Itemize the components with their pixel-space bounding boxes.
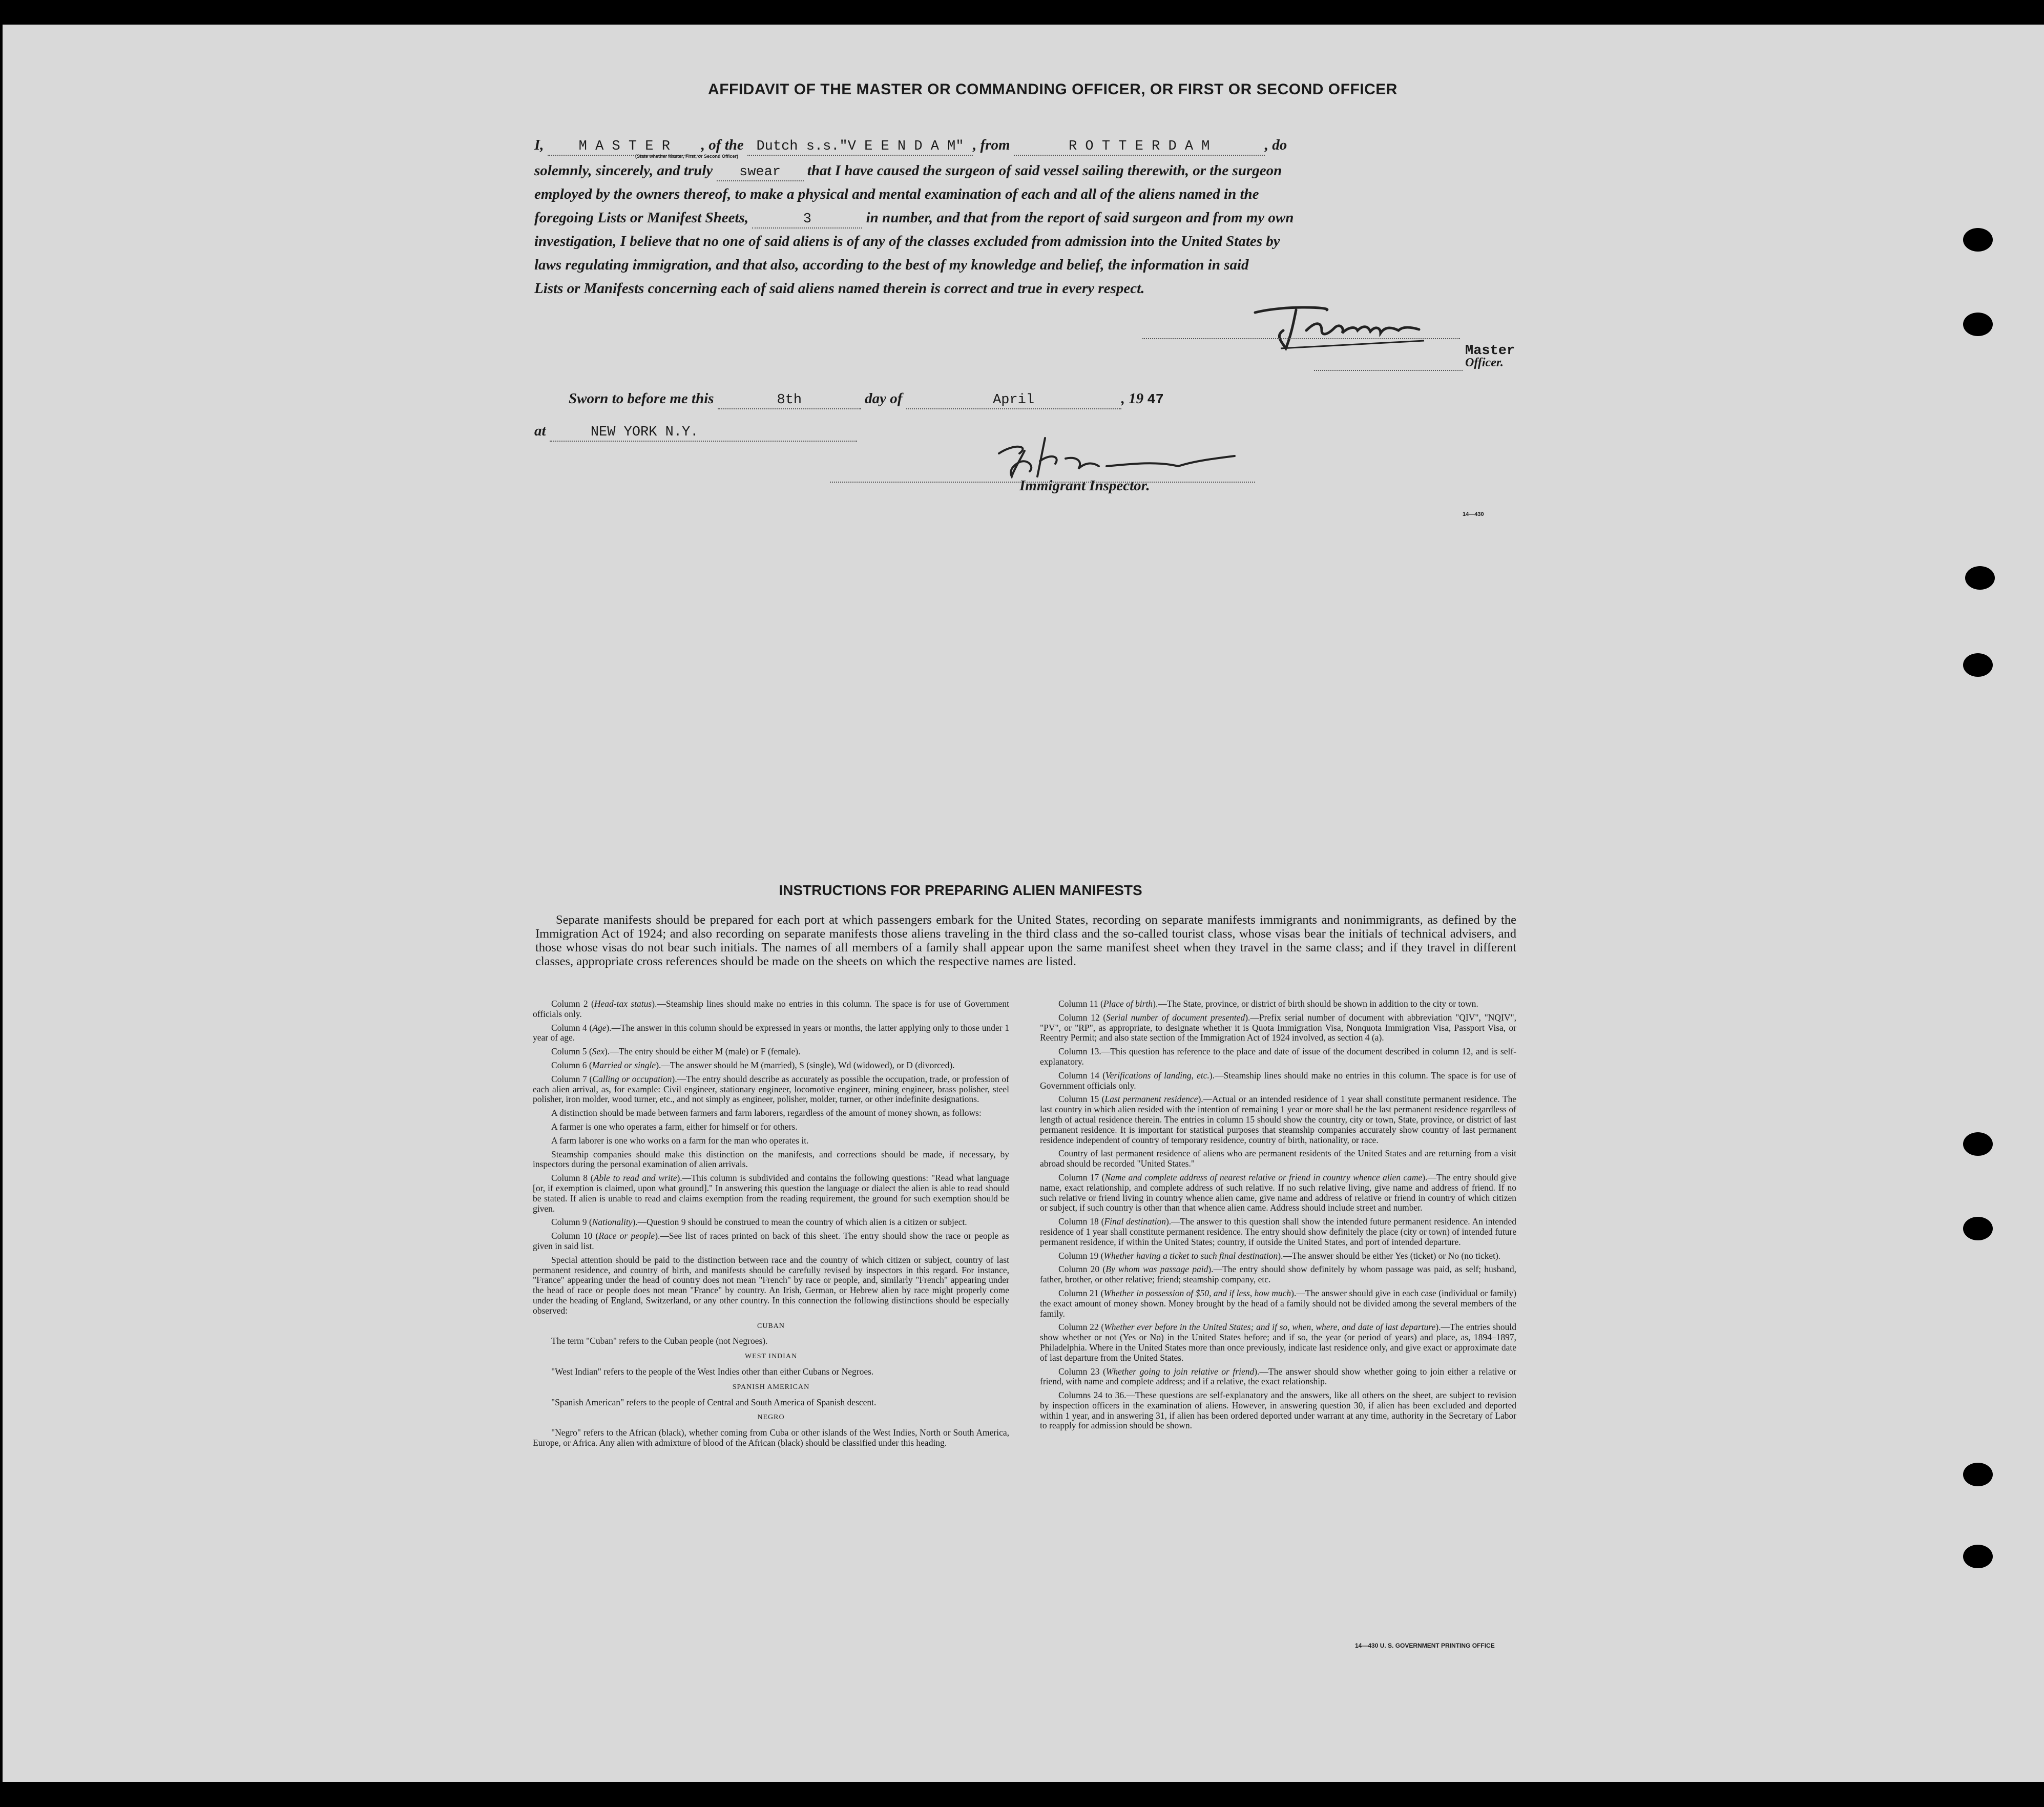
right-paragraph: Column 19 (Whether having a ticket to such final destination).—The answer should be either Yes (ticket) or No (no ticket).	[1058, 1250, 1501, 1261]
year-field: 47	[1147, 392, 1164, 408]
oath-field: swear	[717, 164, 804, 181]
sworn-place-line: at NEW YORK N.Y.	[534, 419, 1518, 443]
sheet-count-field: 3	[752, 211, 862, 229]
left-paragraph: Steamship companies should make this distinction on the manifests, and corrections should be made, if necessary, by inspectors during the personal examination of alien arrivals.	[533, 1149, 1009, 1170]
left-paragraph: A farm laborer is one who works on a farm for the man who operates it.	[551, 1135, 809, 1146]
officer-title-printed: Officer.	[1465, 356, 1504, 369]
instructions-left-column	[533, 999, 1009, 1452]
affidavit-line-5: investigation, I believe that no one of said aliens is of any of the classes excluded from admission into the United States by	[534, 233, 1280, 250]
printer-note: 14—430 U. S. GOVERNMENT PRINTING OFFICE	[1355, 1642, 1495, 1649]
punch-hole	[1963, 1132, 1993, 1156]
rank-note: (State whether Master, First, or Second Officer)	[635, 154, 739, 159]
right-paragraph: Column 23 (Whether going to join relative or friend).—The answer should show whether going to join either a relative or friend, with name and complete address; and if a relative, the exact relationship.	[1040, 1366, 1516, 1387]
right-paragraph: Column 17 (Name and complete address of nearest relative or friend in country whence alien came).—The entry should give name, exact relationship, and complete address of such relative. If no such relative living, give name and address of friend. If no such relative or friend living in country whence alien came, give name and address of relative or friend in country of which citizen or subject, if such country is other than that whence alien came. Address should include street and number.	[1040, 1172, 1517, 1213]
affidavit-line-4: foregoing Lists or Manifest Sheets, 3 in number, and that from the report of said surgeon and from my own	[534, 206, 1518, 230]
instructions-title: INSTRUCTIONS FOR PREPARING ALIEN MANIFESTS	[779, 882, 1142, 898]
sworn-line: Sworn to before me this 8th day of April , 19 47	[569, 387, 1552, 410]
negro-text: "Negro" refers to the African (black), whether coming from Cuba or other islands of the West Indies, North or South America, Europe, or Africa. Any alien with admixture of blood of the African (black) should be classified under this heading.	[533, 1427, 1009, 1448]
right-paragraph: Column 13.—This question has reference to the place and date of issue of the document described in column 12, and is self-explanatory.	[1040, 1046, 1516, 1067]
punch-hole	[1963, 313, 1993, 336]
right-paragraph: Columns 24 to 36.—These questions are self-explanatory and the answers, like all others on the sheet, are subject to revision by inspection officers in the examination of aliens. However, in answering question 30, if alien has been excluded and deported within 1 year, and in answering 31, if alien has been ordered deported under warrant at any time, authority in the Secretary of Labor to reapply for admission should be shown.	[1040, 1390, 1516, 1431]
left-paragraph: Column 7 (Calling or occupation).—The entry should describe as accurately as possible the occupation, trade, or profession of each alien arrival, as, for example: Civil engineer, stationary engineer, locomotive engineer, mining engineer, brass polisher, steel polisher, iron molder, wood turner, etc., and not simply as engineer, polisher, molder, turner, or other indefinite designations.	[533, 1073, 1010, 1105]
right-paragraph: Column 12 (Serial number of document presented).—Prefix serial number of document with abbreviation "QIV", "NQIV", "PV", or "RP", as appropriate, to designate whether it is Quota Immigration Visa, Nonquota Immigration Visa, Passport Visa, or Reentry Permit; and also state section of the Immigration Act of 1924 involved, as section 4 (a).	[1040, 1012, 1516, 1043]
inspector-label: Immigrant Inspector.	[1019, 477, 1150, 494]
form-number: 14—430	[1463, 511, 1484, 517]
left-paragraph: Column 10 (Race or people).—See list of races printed on back of this sheet. The entry should show the race or people as given in said list.	[533, 1231, 1009, 1251]
punch-hole	[1963, 653, 1993, 677]
vessel-field: Dutch s.s."V E E N D A M"	[747, 138, 973, 156]
day-field: 8th	[718, 392, 861, 409]
master-signature	[1245, 300, 1440, 361]
right-paragraph: Column 20 (By whom was passage paid).—The entry should show definitely by whom passage was paid, as self; husband, father, brother, or other relative; friend; steamship company, etc.	[1040, 1264, 1516, 1285]
punch-hole	[1963, 228, 1993, 252]
cuban-heading: CUBAN	[757, 1322, 785, 1330]
place-field: NEW YORK N.Y.	[550, 424, 857, 442]
officer-title-typed: Master	[1465, 343, 1515, 359]
punch-hole	[1963, 1545, 1993, 1568]
master-signature-line	[1142, 338, 1460, 339]
instructions-intro: Separate manifests should be prepared for each port at which passengers embark for the United States, recording on separate manifests immigrants and nonimmigrants, as defined by the Immigration Act of 1924; and also recording on separate manifests those aliens traveling in the third class and the so-called tourist class, whose visas bear the initials of technical advisers, and those whose visas do not bear such initials. The names of all members of a family shall appear upon the same manifest sheet when they travel in the same class; and if they travel in different classes, appropriate cross references should be made on the sheets on which the respective names are listed.	[535, 913, 1516, 968]
month-field: April	[906, 392, 1121, 409]
officer-title-line	[1314, 370, 1463, 371]
rank-field: M A S T E R	[548, 138, 701, 156]
affidavit-line-1: I, M A S T E R , of the Dutch s.s."V E E N D A M" , from R O T T E R D A M , do	[534, 133, 1518, 157]
west-indian-text: "West Indian" refers to the people of the West Indies other than either Cubans or Negroes.	[551, 1366, 874, 1377]
left-paragraph: Column 4 (Age).—The answer in this column should be expressed in years or months, the latter applying only to those under 1 year of age.	[533, 1022, 1009, 1043]
punch-hole	[1963, 1217, 1993, 1240]
right-paragraph: Column 18 (Final destination).—The answer to this question shall show the intended future permanent residence. An intended residence of 1 year shall constitute permanent residence. The entry should show definitely the place (city or town) of intended future permanent residence, if within the United States; country, if outside the United States, and port of intended departure.	[1040, 1216, 1516, 1247]
right-paragraph: Column 11 (Place of birth).—The State, province, or district of birth should be shown in addition to the city or town.	[1058, 999, 1478, 1009]
left-paragraph: Column 6 (Married or single).—The answer should be M (married), S (single), Wd (widowed), or D (divorced).	[551, 1060, 955, 1070]
left-paragraph: A farmer is one who operates a farm, either for himself or for others.	[551, 1121, 798, 1132]
west-indian-heading: WEST INDIAN	[744, 1353, 798, 1361]
right-paragraph: Country of last permanent residence of aliens who are permanent residents of the United States and are returning from a visit abroad should be recorded "United States."	[1040, 1148, 1516, 1169]
right-paragraph: Column 22 (Whether ever before in the United States; and if so, when, where, and date of last departure).—The entries should show whether or not (Yes or No) in the United States before; and if so, the year (or period of years) and place, as, 1894–1897, Philadelphia. Where in the United States more than once previously, indicate last residence only, and give exact or approximate date of last departure from the United States.	[1040, 1322, 1516, 1363]
port-field: R O T T E R D A M	[1014, 138, 1265, 156]
right-paragraph: Column 21 (Whether in possession of $50, and if less, how much).—The answer should give in each case (individual or family) the exact amount of money shown. Money brought by the head of a family should not be divided among the several members of the family.	[1040, 1287, 1516, 1319]
negro-heading: NEGRO	[757, 1414, 785, 1422]
left-paragraph: Column 5 (Sex).—The entry should be either M (male) or F (female).	[551, 1046, 801, 1057]
affidavit-title: AFFIDAVIT OF THE MASTER OR COMMANDING OFFICER, OR FIRST OR SECOND OFFICER	[708, 81, 1398, 98]
cuban-text: The term "Cuban" refers to the Cuban people (not Negroes).	[551, 1336, 768, 1346]
affidavit-line-7: Lists or Manifests concerning each of said aliens named therein is correct and true in every respect.	[534, 280, 1145, 297]
left-paragraph: Column 8 (Able to read and write).—This column is subdivided and contains the following questions: "Read what language [or, if exemption is claimed, upon what ground]." In answering this question the language or dialect the alien is able to read should be stated. If alien is unable to read and claims exemption from the reading requirement, the ground for such exemption should be given.	[533, 1173, 1009, 1214]
spanish-american-heading: SPANISH AMERICAN	[732, 1383, 810, 1391]
left-paragraph: A distinction should be made between farmers and farm laborers, regardless of the amount of money shown, as follows:	[551, 1108, 982, 1118]
instructions-right-column	[1040, 999, 1516, 1435]
affidavit-line-2: solemnly, sincerely, and truly swear that I have caused the surgeon of said vessel sailing therewith, or the surgeon	[534, 159, 1518, 182]
left-paragraph: Column 9 (Nationality).—Question 9 should be construed to mean the country of which alien is a citizen or subject.	[551, 1217, 967, 1228]
affidavit-line-6: laws regulating immigration, and that also, according to the best of my knowledge and belief, the information in said	[534, 257, 1249, 273]
affidavit-line-3: employed by the owners thereof, to make a physical and mental examination of each and all of the aliens named in the	[534, 186, 1259, 202]
left-paragraph: Column 2 (Head-tax status).—Steamship lines should make no entries in this column. The space is for use of Government officials only.	[533, 999, 1009, 1019]
punch-hole	[1963, 1463, 1993, 1486]
spanish-american-text: "Spanish American" refers to the people of Central and South America of Spanish descent.	[551, 1397, 877, 1407]
right-paragraph: Column 14 (Verifications of landing, etc.).—Steamship lines should make no entries in this column. The space is for use of Government officials only.	[1040, 1070, 1516, 1091]
punch-hole	[1965, 566, 1995, 590]
left-paragraph: Special attention should be paid to the distinction between race and the country of which citizen or subject, country of last permanent residence, and country of birth, and manifests should be carefully revised by inspectors in this regard. For instance, "France" appearing under the head of country does not mean "French" by race or people, and, similarly "French" appearing under the head of race or people does not mean "France" by country. An Irish, German, or Hebrew alien by race might properly come under the heading of England, Switzerland, or any other country. In this connection the following distinctions should be especially observed:	[533, 1254, 1009, 1316]
right-paragraph: Column 15 (Last permanent residence).—Actual or an intended residence of 1 year shall constitute permanent residence. The last country in which alien resided with the intention of remaining 1 year or more shall be the last permanent residence regardless of length of actual residence therein. The entries in column 15 should show the country, city or town, State, province, or district of last permanent residence. It is important for statistical purposes that steamship companies accurately show country of last permanent residence independent of country of temporary residence, country of birth, nationality, or race.	[1040, 1094, 1517, 1145]
